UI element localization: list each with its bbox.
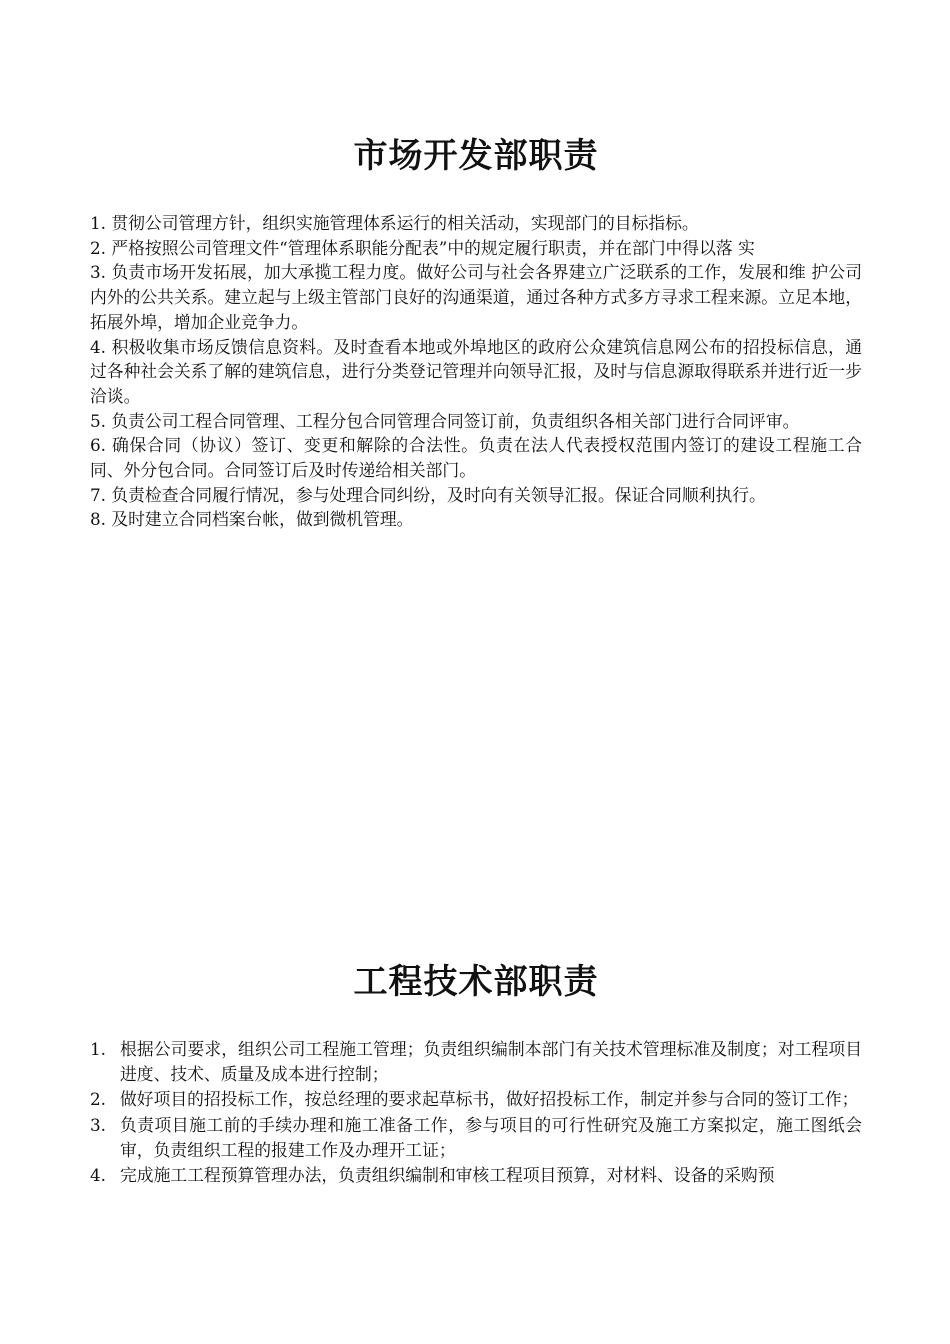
duty-item <box>90 1113 862 1163</box>
duty-list <box>90 1037 862 1188</box>
duty-item: 4. 积极收集市场反馈信息资料。及时查看本地或外埠地区的政府公众建筑信息网公布的招投标信息，通过各种社会关系了解的建筑信息，进行分类登记管理并向领导汇报，及时与信息源取得联系并进行近一步洽谈。 <box>90 336 862 406</box>
duty-item <box>90 1163 862 1188</box>
duty-item: 6. 确保合同（协议）签订、变更和解除的合法性。负责在法人代表授权范围内签订的建设工程施工合同、外分包合同。合同签订后及时传递给相关部门。 <box>90 435 862 481</box>
item-number: 4. <box>90 1165 107 1186</box>
duty-item: 5. 负责公司工程合同管理、工程分包合同管理合同签订前，负责组织各相关部门进行合同评审。 <box>90 410 800 431</box>
item-text: 负责项目施工前的手续办理和施工准备工作，参与项目的可行性研究及施工方案拟定，施工图纸会审，负责组织工程的报建工作及办理开工证； <box>120 1114 862 1160</box>
duty-item: 7. 负责检查合同履行情况，参与处理合同纠纷，及时向有关领导汇报。保证合同顺利执行。 <box>90 484 766 505</box>
item-number: 2. <box>90 1089 107 1110</box>
duty-list <box>90 211 862 532</box>
section-title: 工程技术部职责 <box>353 962 599 1002</box>
duty-item <box>90 1087 862 1112</box>
item-number: 3. <box>90 1114 107 1135</box>
duty-item: 1. 贯彻公司管理方针，组织实施管理体系运行的相关活动，实现部门的目标指标。 <box>90 213 699 233</box>
section-engineering-technology <box>90 954 862 1188</box>
item-text: 完成施工工程预算管理办法，负责组织编制和审核工程项目预算，对材料、设备的采购预 <box>120 1165 775 1186</box>
section-title: 市场开发部职责 <box>353 136 599 176</box>
item-number: 1. <box>90 1039 107 1059</box>
section-market-development <box>90 128 862 532</box>
duty-item: 8. 及时建立合同档案台帐，做到微机管理。 <box>90 509 414 530</box>
duty-item <box>90 1037 862 1087</box>
item-text: 做好项目的招投标工作，按总经理的要求起草标书，做好招投标工作，制定并参与合同的签订工作； <box>120 1089 859 1110</box>
duty-item: 3. 负责市场开发拓展，加大承揽工程力度。做好公司与社会各界建立广泛联系的工作，发展和维 护公司内外的公共关系。建立起与上级主管部门良好的沟通渠道，通过各种方式多方寻求工程来源。立足本地，拓展外埠，增加企业竞争力。 <box>90 262 862 332</box>
duty-item: 2. 严格按照公司管理文件“管理体系职能分配表”中的规定履行职责，并在部门中得以落 实 <box>90 237 755 258</box>
item-text: 根据公司要求，组织公司工程施工管理；负责组织编制本部门有关技术管理标准及制度；对工程项目进度、技术、质量及成本进行控制； <box>120 1039 862 1085</box>
